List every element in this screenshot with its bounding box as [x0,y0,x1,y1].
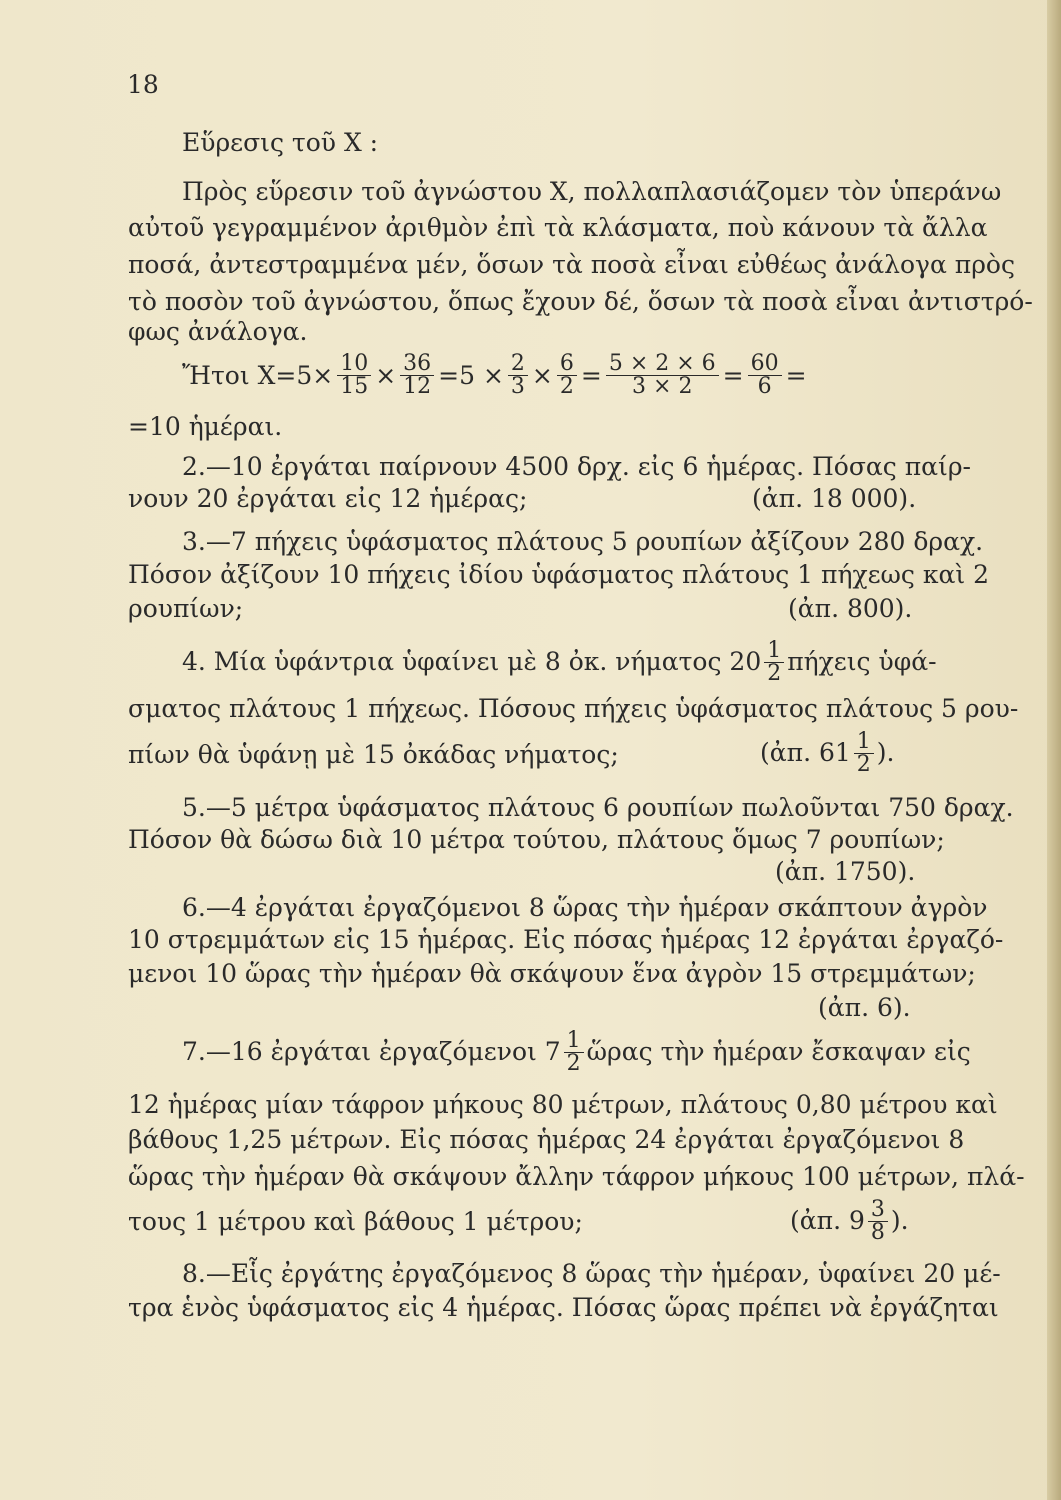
problem-2-line-2: νουν 20 ἐργάται εἰς 12 ἡμέρας; [128,484,528,513]
problem-7-line-3: βάθους 1,25 μέτρων. Εἰς πόσας ἡμέρας 24 ἐργάται ἐργαζόμενοι 8 [128,1125,965,1154]
problem-6-line-3: μενοι 10 ὥρας τὴν ἡμέραν θὰ σκάψουν ἕνα ἀγρὸν 15 στρεμμάτων; [128,959,976,988]
problem-4-line-1: 4. Μία ὑφάντρια ὑφαίνει μὲ 8 ὀκ. νήματος 20 $\frac{1}{2}$ πήχεις ὑφά- [182,637,937,686]
problem-6-answer: (ἀπ. 6). [818,993,911,1022]
fraction-2-3: $\frac{2}{3}$ [508,353,528,398]
fraction-10-15: $\frac{10}{15}$ [337,353,371,398]
equals-sign: = [580,360,602,390]
problem-4-line-3: πίων θὰ ὑφάνῃ μὲ 15 ὀκάδας νήματος; [128,740,619,769]
problem-7-line-2: 12 ἡμέρας μίαν τάφρον μήκους 80 μέτρων, πλάτους 0,80 μέτρου καὶ [128,1090,998,1119]
problem-7-answer: (ἀπ. 9 $\frac{3}{8}$ ). [790,1196,909,1245]
fraction-one-half: $\frac{1}{2}$ [564,1030,584,1075]
problem-8-line-2: τρα ἑνὸς ὑφάσματος εἰς 4 ἡμέρας. Πόσας ὥρας πρέπει νὰ ἐργάζηται [128,1293,999,1322]
problem-8-line-1: 8.—Εἷς ἐργάτης ἐργαζόμενος 8 ὥρας τὴν ἡμέραν, ὑφαίνει 20 μέ- [182,1259,1001,1288]
intro-line-5: φως ἀνάλογα. [128,317,308,346]
fraction-36-12: $\frac{36}{12}$ [400,353,434,398]
problem-7-line-4: ὥρας τὴν ἡμέραν θὰ σκάψουν ἄλλην τάφρον μήκους 100 μέτρων, πλά- [128,1162,1025,1191]
times-sign: × [375,360,397,390]
problem-5-answer: (ἀπ. 1750). [775,857,916,886]
fraction-product: $\frac{5 \times 2 \times 6}{3 \times 2}$ [606,353,719,398]
times-sign: × [531,360,553,390]
fraction-one-half: $\frac{1}{2}$ [764,640,784,685]
equation-lead: Ἤτοι Χ=5× [182,360,334,390]
page-number: 18 [127,70,159,99]
problem-3-line-2: Πόσον ἀξίζουν 10 πήχεις ἰδίου ὑφάσματος πλάτους 1 πήχεως καὶ 2 [128,560,990,589]
section-heading: Εὕρεσις τοῦ Χ : [182,128,379,157]
problem-4-answer: (ἀπ. 61 $\frac{1}{2}$ ). [760,728,895,777]
intro-line-3: ποσά, ἀντεστραμμένα μέν, ὅσων τὰ ποσὰ εἶναι εὐθέως ἀνάλογα πρὸς [128,250,1015,279]
problem-3-line-1: 3.—7 πήχεις ὑφάσματος πλάτους 5 ρουπίων ἀξίζουν 280 δραχ. [182,527,984,556]
equals-five-times: =5 × [438,360,504,390]
problem-4-line-2: σματος πλάτους 1 πήχεως. Πόσους πήχεις ὑφάσματος πλάτους 5 ρου- [128,694,1019,723]
equals-sign: = [722,360,744,390]
problem-2-line-1: 2.—10 ἐργάται παίρνουν 4500 δρχ. εἰς 6 ἡμέρας. Πόσας παίρ- [182,452,971,481]
intro-line-1: Πρὸς εὕρεσιν τοῦ ἀγνώστου Χ, πολλαπλασιάζομεν τὸν ὑπεράνω [182,177,1002,206]
problem-3-line-3: ρουπίων; [128,594,244,623]
fraction-60-6: $\frac{60}{6}$ [748,353,782,398]
equation-result: =10 ἡμέραι. [128,412,283,441]
problem-5-line-1: 5.—5 μέτρα ὑφάσματος πλάτους 6 ρουπίων πωλοῦνται 750 δραχ. [182,793,1014,822]
problem-3-answer: (ἀπ. 800). [788,594,913,623]
problem-7-line-1: 7.—16 ἐργάται ἐργαζόμενοι 7 $\frac{1}{2}$ ὥρας τὴν ἡμέραν ἔσκαψαν εἰς [182,1027,971,1076]
problem-7-line-5: τους 1 μέτρου καὶ βάθους 1 μέτρου; [128,1207,583,1236]
fraction-three-eighths: $\frac{3}{8}$ [868,1199,888,1244]
intro-line-2: αὐτοῦ γεγραμμένον ἀριθμὸν ἐπὶ τὰ κλάσματα, ποὺ κάνουν τὰ ἄλλα [128,213,988,242]
problem-6-line-1: 6.—4 ἐργάται ἐργαζόμενοι 8 ὥρας τὴν ἡμέραν σκάπτουν ἀγρὸν [182,893,988,922]
problem-5-line-2: Πόσον θὰ δώσω διὰ 10 μέτρα τούτου, πλάτους ὅμως 7 ρουπίων; [128,825,945,854]
fraction-6-2: $\frac{6}{2}$ [557,353,577,398]
equals-sign: = [785,360,807,390]
intro-line-4: τὸ ποσὸν τοῦ ἀγνώστου, ὅπως ἔχουν δέ, ὅσων τὰ ποσὰ εἶναι ἀντιστρό- [128,287,1033,316]
problem-6-line-2: 10 στρεμμάτων εἰς 15 ἡμέρας. Εἰς πόσας ἡμέρας 12 ἐργάται ἐργαζό- [128,925,1004,954]
worked-equation [180,340,809,410]
problem-2-answer: (ἀπ. 18 000). [752,484,917,513]
fraction-one-half: $\frac{1}{2}$ [854,731,874,776]
book-spine-edge [1047,0,1061,1500]
